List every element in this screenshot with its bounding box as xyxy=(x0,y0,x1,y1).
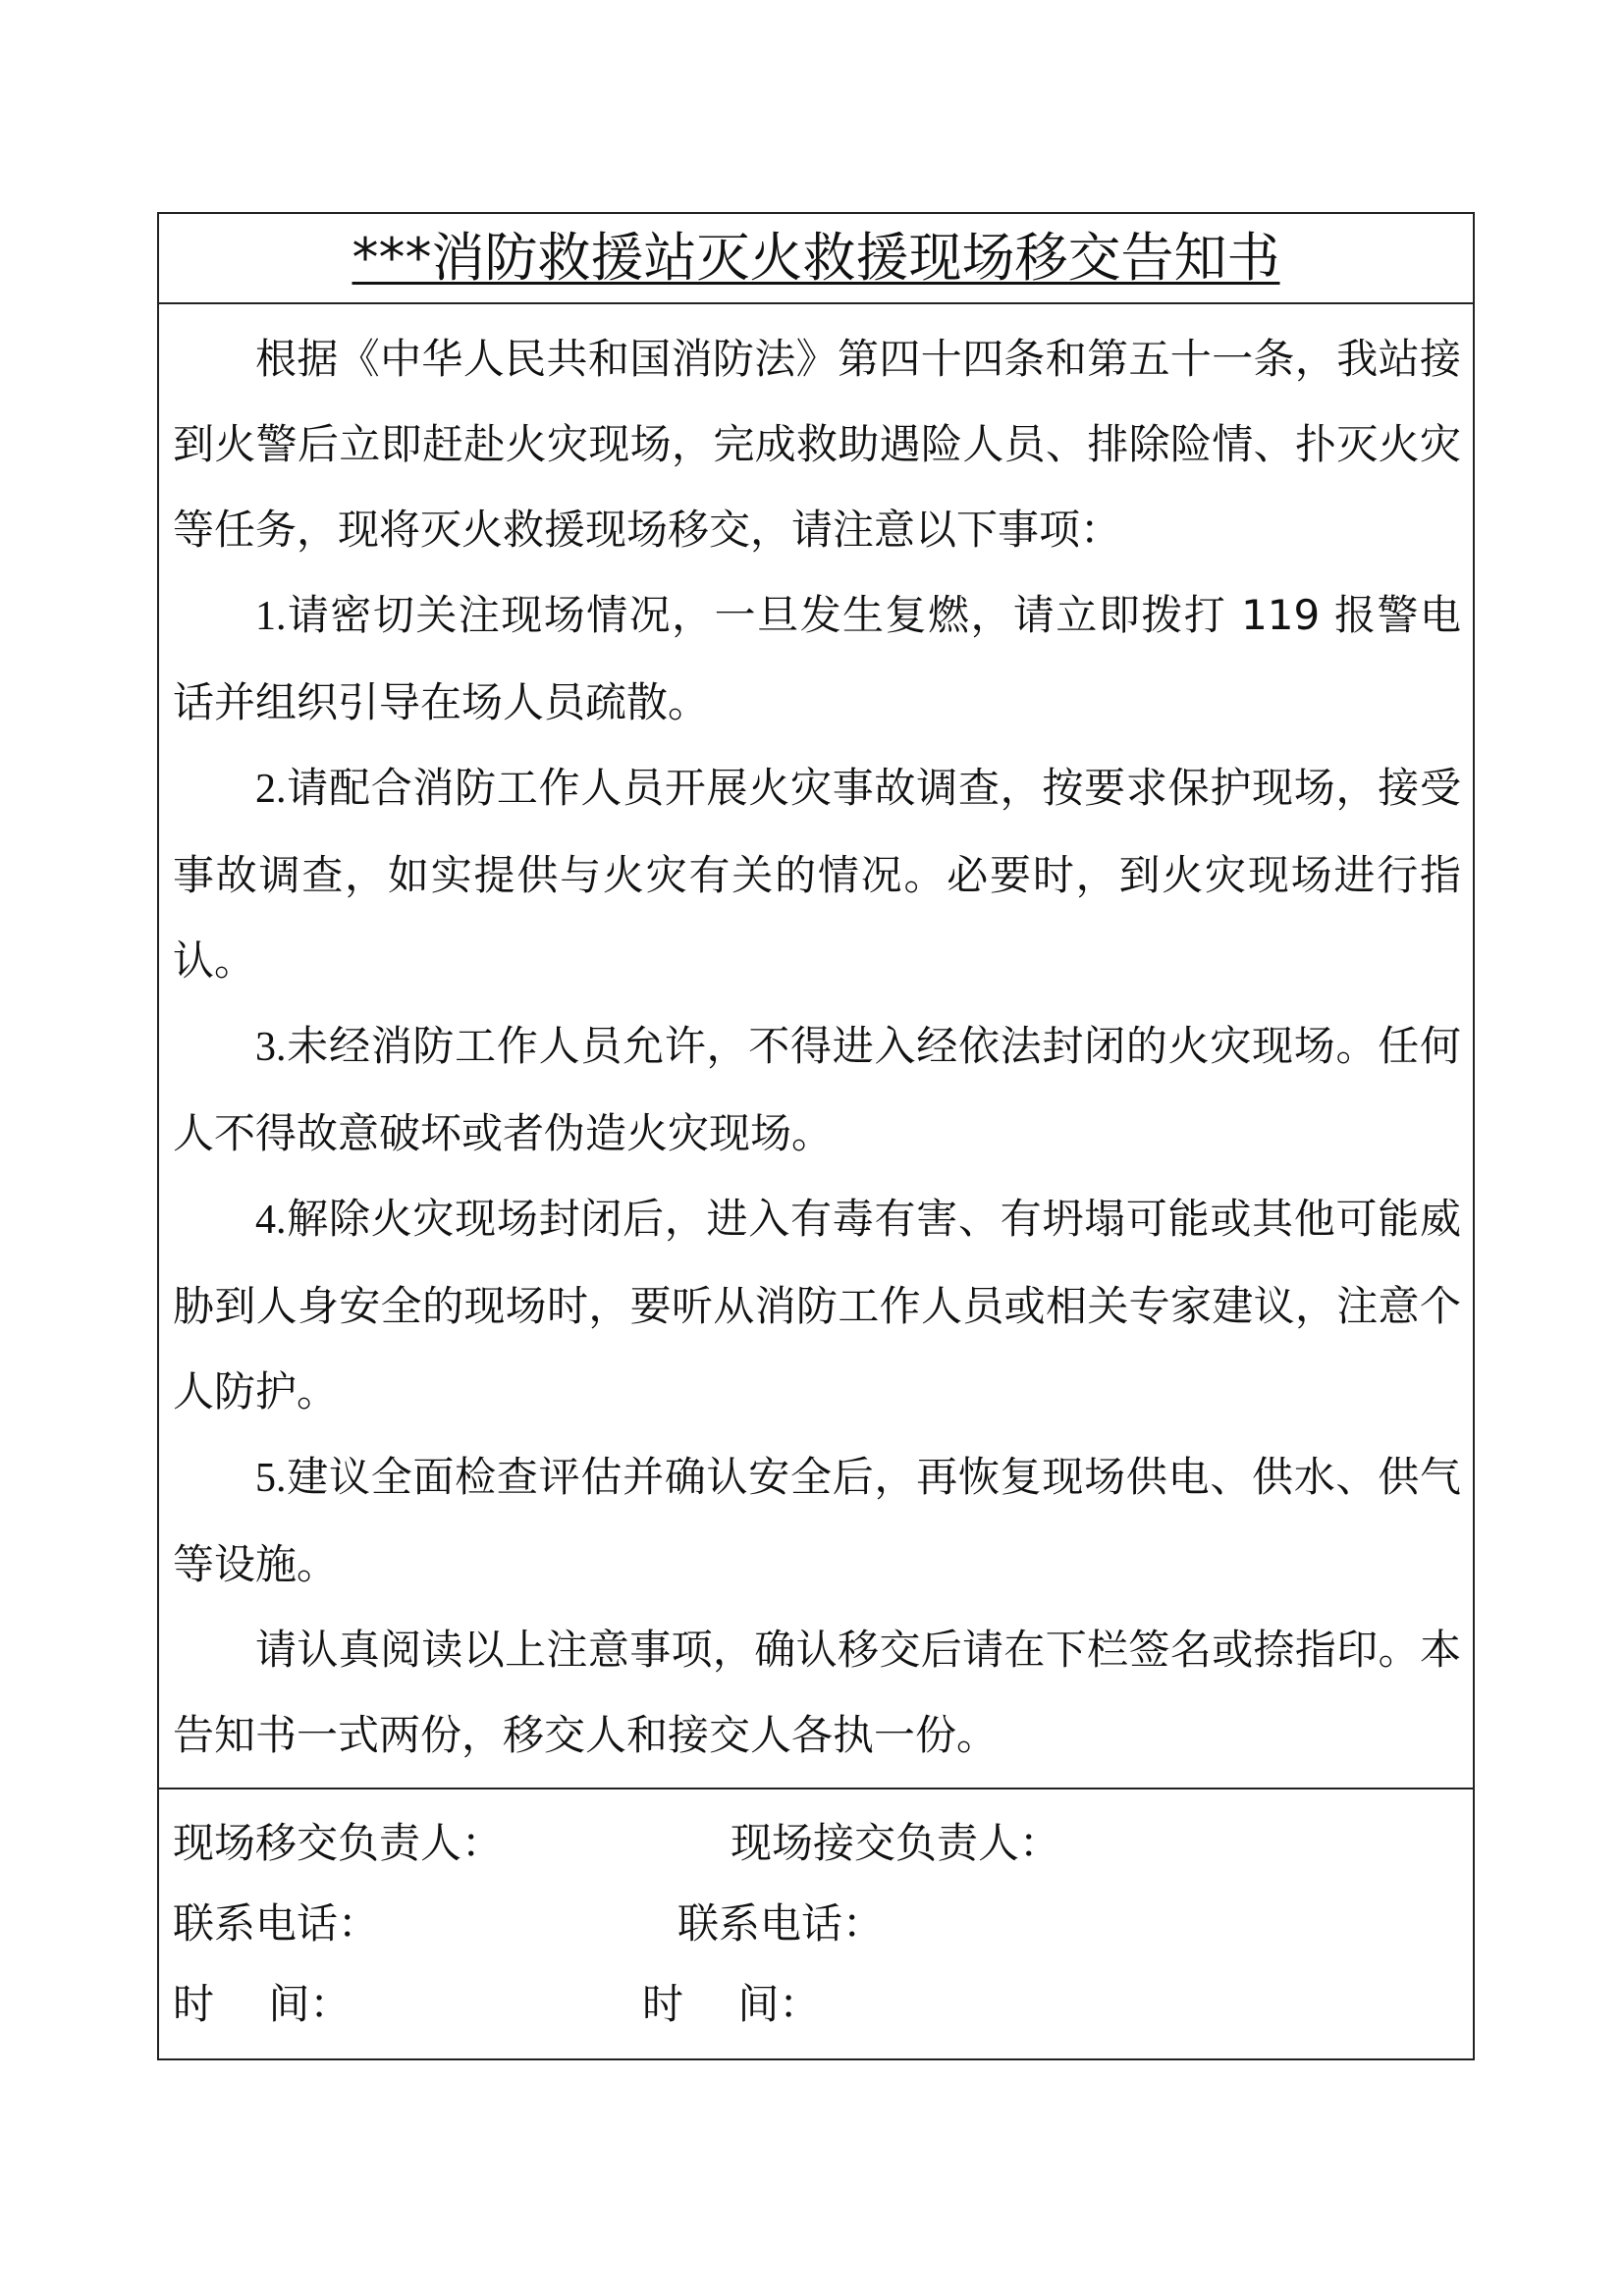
signature-row-time xyxy=(173,1964,1461,2045)
item-number: 5. xyxy=(255,1456,287,1501)
item-number: 1. xyxy=(255,594,287,639)
item-text: 请密切关注现场情况，一旦发生复燃，请立即拨打 119 报警电话并组织引导在场人员疏散。 xyxy=(173,591,1461,726)
document-title: ***消防救援站灭火救援现场移交告知书 xyxy=(352,227,1280,289)
notice-table xyxy=(157,212,1475,2060)
item-number: 2. xyxy=(255,767,287,812)
notice-item-3 xyxy=(173,1003,1461,1176)
closing-paragraph: 请认真阅读以上注意事项，确认移交后请在下栏签名或捺指印。本告知书一式两份，移交人和接交人各执一份。 xyxy=(173,1626,1461,1759)
item-text: 建议全面检查评估并确认安全后，再恢复现场供电、供水、供气等设施。 xyxy=(173,1453,1461,1588)
receive-person-label: 现场接交负责人： xyxy=(731,1819,1061,1867)
receive-phone-label: 联系电话： xyxy=(677,1899,885,1948)
item-text: 未经消防工作人员允许，不得进入经依法封闭的火灾现场。任何人不得故意破坏或者伪造火灾现场。 xyxy=(173,1022,1461,1157)
receive-time-label: 时 间： xyxy=(642,1980,821,2028)
title-row xyxy=(159,214,1473,304)
transfer-phone-label: 联系电话： xyxy=(173,1899,380,1948)
notice-item-4 xyxy=(173,1176,1461,1434)
transfer-time-label: 时 间： xyxy=(173,1980,352,2028)
notice-item-5 xyxy=(173,1434,1461,1607)
item-text: 请配合消防工作人员开展火灾事故调查，按要求保护现场，接受事故调查，如实提供与火灾有关的情况。必要时，到火灾现场进行指认。 xyxy=(173,764,1461,985)
item-number: 4. xyxy=(255,1198,287,1243)
signature-row-phone xyxy=(173,1884,1461,1964)
signature-row-person xyxy=(173,1803,1461,1884)
item-text: 解除火灾现场封闭后，进入有毒有害、有坍塌可能或其他可能威胁到人身安全的现场时，要听从消防工作人员或相关专家建议，注意个人防护。 xyxy=(173,1195,1461,1415)
signature-section xyxy=(159,1789,1473,2058)
transfer-person-label: 现场移交负责人： xyxy=(173,1819,504,1867)
item-number: 3. xyxy=(255,1025,287,1070)
notice-item-1 xyxy=(173,572,1461,745)
notice-item-2 xyxy=(173,745,1461,1003)
intro-paragraph: 根据《中华人民共和国消防法》第四十四条和第五十一条，我站接到火警后立即赶赴火灾现场，完成救助遇险人员、排除险情、扑灭火灾等任务，现将灭火救援现场移交，请注意以下事项： xyxy=(173,335,1461,554)
notice-body xyxy=(159,304,1473,1789)
